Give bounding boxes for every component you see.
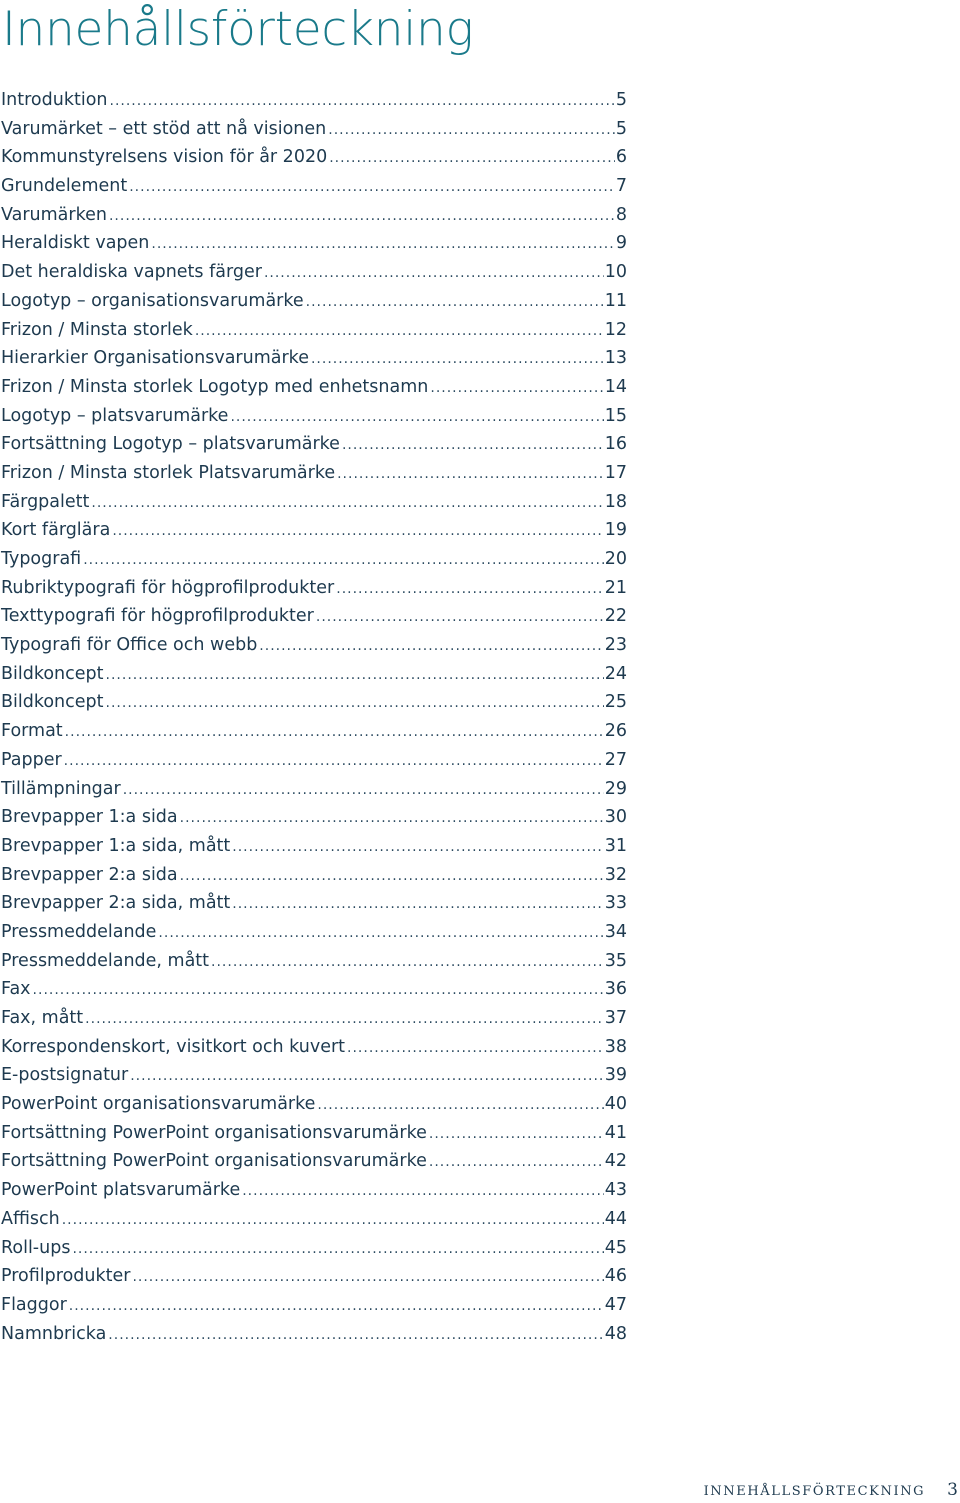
toc-entry-page-number: 45 — [604, 1237, 627, 1258]
toc-entry[interactable] — [1, 86, 627, 115]
toc-entry-title: Logotyp – platsvarumärke — [1, 405, 229, 426]
toc-entry[interactable] — [1, 947, 627, 976]
toc-entry[interactable] — [1, 545, 627, 574]
toc-dot-leader — [316, 603, 604, 632]
toc-entry-title: Namnbricka — [1, 1323, 107, 1344]
toc-entry[interactable] — [1, 574, 627, 603]
toc-entry-title: Flaggor — [1, 1294, 67, 1315]
toc-entry[interactable] — [1, 488, 627, 517]
toc-dot-leader — [180, 804, 604, 833]
toc-entry-page-number: 25 — [604, 692, 627, 713]
toc-entry-page-number: 40 — [604, 1094, 627, 1115]
toc-entry[interactable] — [1, 402, 627, 431]
toc-entry[interactable] — [1, 1205, 627, 1234]
toc-entry-page-number: 31 — [604, 835, 627, 856]
toc-entry-page-number: 29 — [604, 778, 627, 799]
toc-entry-title: Tillämpningar — [1, 778, 121, 799]
toc-entry[interactable] — [1, 115, 627, 144]
toc-entry-page-number: 44 — [604, 1208, 627, 1229]
toc-dot-leader — [259, 632, 603, 661]
toc-dot-leader — [129, 173, 615, 202]
toc-entry[interactable] — [1, 688, 627, 717]
toc-entry-page-number: 15 — [604, 405, 627, 426]
toc-entry-page-number: 47 — [604, 1294, 627, 1315]
toc-entry-page-number: 19 — [604, 520, 627, 541]
toc-entry-page-number: 33 — [604, 893, 627, 914]
toc-entry[interactable] — [1, 201, 627, 230]
toc-dot-leader — [230, 403, 603, 432]
toc-entry[interactable] — [1, 258, 627, 287]
toc-entry-page-number: 12 — [604, 319, 627, 340]
toc-entry-title: Fax, mått — [1, 1008, 84, 1028]
toc-entry-page-number: 43 — [604, 1180, 627, 1201]
toc-entry-title: Fortsättning Logotyp – platsvarumärke — [1, 434, 340, 455]
toc-dot-leader — [180, 862, 604, 891]
toc-entry[interactable] — [1, 832, 627, 861]
toc-entry-title: Profilprodukter — [1, 1266, 131, 1287]
toc-entry-page-number: 34 — [604, 921, 627, 942]
toc-entry-title: Logotyp – organisationsvarumärke — [1, 290, 304, 311]
toc-entry[interactable] — [1, 1234, 627, 1263]
toc-entry[interactable] — [1, 143, 627, 172]
toc-entry[interactable] — [1, 975, 627, 1004]
toc-dot-leader — [429, 1120, 604, 1149]
toc-entry-page-number: 22 — [604, 606, 627, 627]
toc-entry-title: Grundelement — [1, 176, 128, 197]
toc-entry[interactable] — [1, 1033, 627, 1062]
toc-entry-title: Brevpapper 1:a sida, mått — [1, 835, 231, 856]
toc-entry-page-number: 16 — [604, 434, 627, 455]
toc-entry-title: Brevpapper 1:a sida — [1, 807, 178, 828]
toc-entry-page-number: 39 — [604, 1065, 627, 1086]
toc-entry-title: Texttypografi för högprofilprodukter — [1, 606, 314, 627]
toc-dot-leader — [130, 1062, 604, 1091]
toc-entry-page-number: 8 — [615, 204, 627, 225]
toc-entry-page-number: 38 — [604, 1036, 627, 1057]
toc-dot-leader — [123, 776, 604, 805]
toc-entry[interactable] — [1, 1320, 627, 1349]
toc-entry-title: Typografi för Office och webb — [1, 635, 258, 656]
toc-entry-page-number: 18 — [604, 491, 627, 512]
toc-entry-page-number: 5 — [615, 118, 627, 139]
toc-dot-leader — [65, 718, 604, 747]
toc-dot-leader — [83, 546, 604, 575]
toc-entry-title: Format — [1, 721, 63, 742]
toc-dot-leader — [62, 1206, 604, 1235]
toc-entry-title: Varumärket – ett stöd att nå visionen — [1, 118, 327, 139]
toc-entry-page-number: 9 — [615, 233, 627, 254]
toc-entry-title: PowerPoint organisationsvarumärke — [1, 1094, 316, 1115]
toc-entry[interactable] — [1, 861, 627, 890]
toc-entry[interactable] — [1, 430, 627, 459]
footer-section-label: innehållsförteckning — [703, 1479, 926, 1500]
toc-dot-leader — [430, 374, 603, 403]
toc-dot-leader — [232, 890, 603, 919]
toc-entry[interactable] — [1, 1090, 627, 1119]
toc-dot-leader — [110, 87, 615, 116]
toc-entry-title: Frizon / Minsta storlek Platsvarumärke — [1, 462, 336, 483]
toc-entry[interactable] — [1, 803, 627, 832]
toc-entry-title: Färgpalett — [1, 491, 90, 512]
toc-dot-leader — [132, 1263, 603, 1292]
toc-entry-page-number: 17 — [604, 462, 627, 483]
toc-entry[interactable] — [1, 516, 627, 545]
toc-entry[interactable] — [1, 889, 627, 918]
toc-dot-leader — [337, 460, 604, 489]
toc-entry-title: Affisch — [1, 1208, 60, 1229]
toc-entry-title: Pressmeddelande, mått — [1, 950, 210, 971]
toc-dot-leader — [347, 1034, 604, 1063]
toc-entry-title: Varumärken — [1, 204, 107, 225]
toc-dot-leader — [336, 575, 603, 604]
toc-entry[interactable] — [1, 1176, 627, 1205]
toc-entry-page-number: 20 — [604, 549, 627, 569]
toc-entry-page-number: 13 — [604, 348, 627, 369]
toc-entry[interactable] — [1, 459, 627, 488]
toc-dot-leader — [317, 1091, 603, 1120]
toc-entry-page-number: 36 — [604, 979, 627, 1000]
toc-entry-page-number: 48 — [604, 1323, 627, 1344]
toc-entry[interactable] — [1, 172, 627, 201]
toc-entry-page-number: 32 — [604, 864, 627, 885]
toc-entry-page-number: 27 — [604, 749, 627, 770]
toc-entry[interactable] — [1, 746, 627, 775]
toc-entry[interactable] — [1, 1262, 627, 1291]
toc-entry-title: E-postsignatur — [1, 1065, 129, 1086]
toc-entry-title: Pressmeddelande — [1, 921, 157, 942]
toc-entry-title: Introduktion — [1, 90, 108, 110]
toc-entry-title: Bildkoncept — [1, 692, 104, 713]
toc-entry-page-number: 6 — [615, 147, 627, 168]
toc-dot-leader — [158, 919, 603, 948]
toc-dot-leader — [328, 116, 615, 145]
toc-entry-title: Kort färglära — [1, 520, 111, 541]
toc-entry[interactable] — [1, 229, 627, 258]
toc-dot-leader — [69, 1292, 604, 1321]
toc-entry[interactable] — [1, 1061, 627, 1090]
table-of-contents — [1, 86, 627, 1348]
toc-entry[interactable] — [1, 287, 627, 316]
toc-entry[interactable] — [1, 373, 627, 402]
toc-entry-title: Typografi — [1, 549, 82, 569]
toc-entry-title: Kommunstyrelsens vision för år 2020 — [1, 147, 328, 168]
toc-entry-page-number: 24 — [604, 663, 627, 684]
toc-entry-title: Brevpapper 2:a sida, mått — [1, 893, 231, 914]
toc-dot-leader — [108, 1321, 603, 1350]
toc-dot-leader — [91, 489, 603, 518]
toc-entry-title: Frizon / Minsta storlek Logotyp med enhetsnamn — [1, 376, 429, 397]
page-title: Innehållsförteckning — [2, 2, 474, 57]
toc-entry-page-number: 5 — [615, 90, 627, 110]
footer-page-number: 3 — [947, 1480, 958, 1500]
toc-entry[interactable] — [1, 1004, 627, 1033]
toc-dot-leader — [242, 1177, 604, 1206]
toc-entry[interactable] — [1, 660, 627, 689]
toc-entry-title: PowerPoint platsvarumärke — [1, 1180, 241, 1201]
toc-entry-title: Bildkoncept — [1, 663, 104, 684]
toc-entry[interactable] — [1, 775, 627, 804]
toc-entry-page-number: 41 — [604, 1122, 627, 1143]
toc-entry[interactable] — [1, 717, 627, 746]
toc-entry-title: Det heraldiska vapnets färger — [1, 262, 262, 283]
toc-entry-title: Heraldiskt vapen — [1, 233, 150, 254]
toc-entry[interactable] — [1, 631, 627, 660]
toc-entry[interactable] — [1, 918, 627, 947]
toc-dot-leader — [311, 345, 604, 374]
toc-entry-page-number: 46 — [604, 1266, 627, 1287]
toc-entry-title: Fortsättning PowerPoint organisationsvarumärke — [1, 1122, 427, 1143]
toc-entry-title: Roll-ups — [1, 1237, 71, 1258]
toc-entry[interactable] — [1, 1119, 627, 1148]
toc-entry-page-number: 26 — [604, 721, 627, 742]
toc-entry-title: Hierarkier Organisationsvarumärke — [1, 348, 309, 369]
toc-entry-page-number: 10 — [604, 262, 627, 283]
toc-entry-page-number: 37 — [604, 1008, 627, 1028]
toc-entry-page-number: 42 — [604, 1151, 627, 1172]
toc-entry-title: Korrespondenskort, visitkort och kuvert — [1, 1036, 346, 1057]
toc-entry[interactable] — [1, 316, 627, 345]
toc-entry[interactable] — [1, 344, 627, 373]
toc-dot-leader — [329, 144, 615, 173]
toc-entry-title: Papper — [1, 749, 62, 770]
toc-dot-leader — [211, 948, 604, 977]
toc-dot-leader — [112, 517, 603, 546]
toc-dot-leader — [306, 288, 604, 317]
toc-dot-leader — [85, 1005, 604, 1034]
toc-entry-title: Rubriktypografi för högprofilprodukter — [1, 577, 335, 598]
toc-entry-title: Brevpapper 2:a sida — [1, 864, 178, 885]
toc-dot-leader — [64, 747, 604, 776]
toc-dot-leader — [106, 661, 604, 690]
toc-entry-page-number: 11 — [604, 290, 627, 311]
toc-dot-leader — [232, 833, 603, 862]
toc-dot-leader — [33, 976, 604, 1005]
toc-dot-leader — [342, 431, 604, 460]
toc-dot-leader — [106, 689, 604, 718]
toc-dot-leader — [109, 202, 615, 231]
toc-dot-leader — [429, 1148, 604, 1177]
toc-entry-title: Fortsättning PowerPoint organisationsvarumärke — [1, 1151, 427, 1172]
toc-dot-leader — [151, 230, 614, 259]
toc-entry[interactable] — [1, 1291, 627, 1320]
toc-dot-leader — [195, 317, 604, 346]
toc-entry-page-number: 7 — [615, 176, 627, 197]
toc-entry-page-number: 23 — [604, 635, 627, 656]
toc-dot-leader — [264, 259, 604, 288]
toc-entry-title: Fax — [1, 979, 31, 1000]
toc-entry[interactable] — [1, 1147, 627, 1176]
toc-entry-page-number: 21 — [604, 577, 627, 598]
toc-entry-page-number: 35 — [604, 950, 627, 971]
toc-entry-page-number: 30 — [604, 807, 627, 828]
toc-entry-page-number: 14 — [604, 376, 627, 397]
toc-dot-leader — [72, 1235, 603, 1264]
toc-entry[interactable] — [1, 602, 627, 631]
page-footer — [704, 1479, 960, 1500]
toc-entry-title: Frizon / Minsta storlek — [1, 319, 193, 340]
